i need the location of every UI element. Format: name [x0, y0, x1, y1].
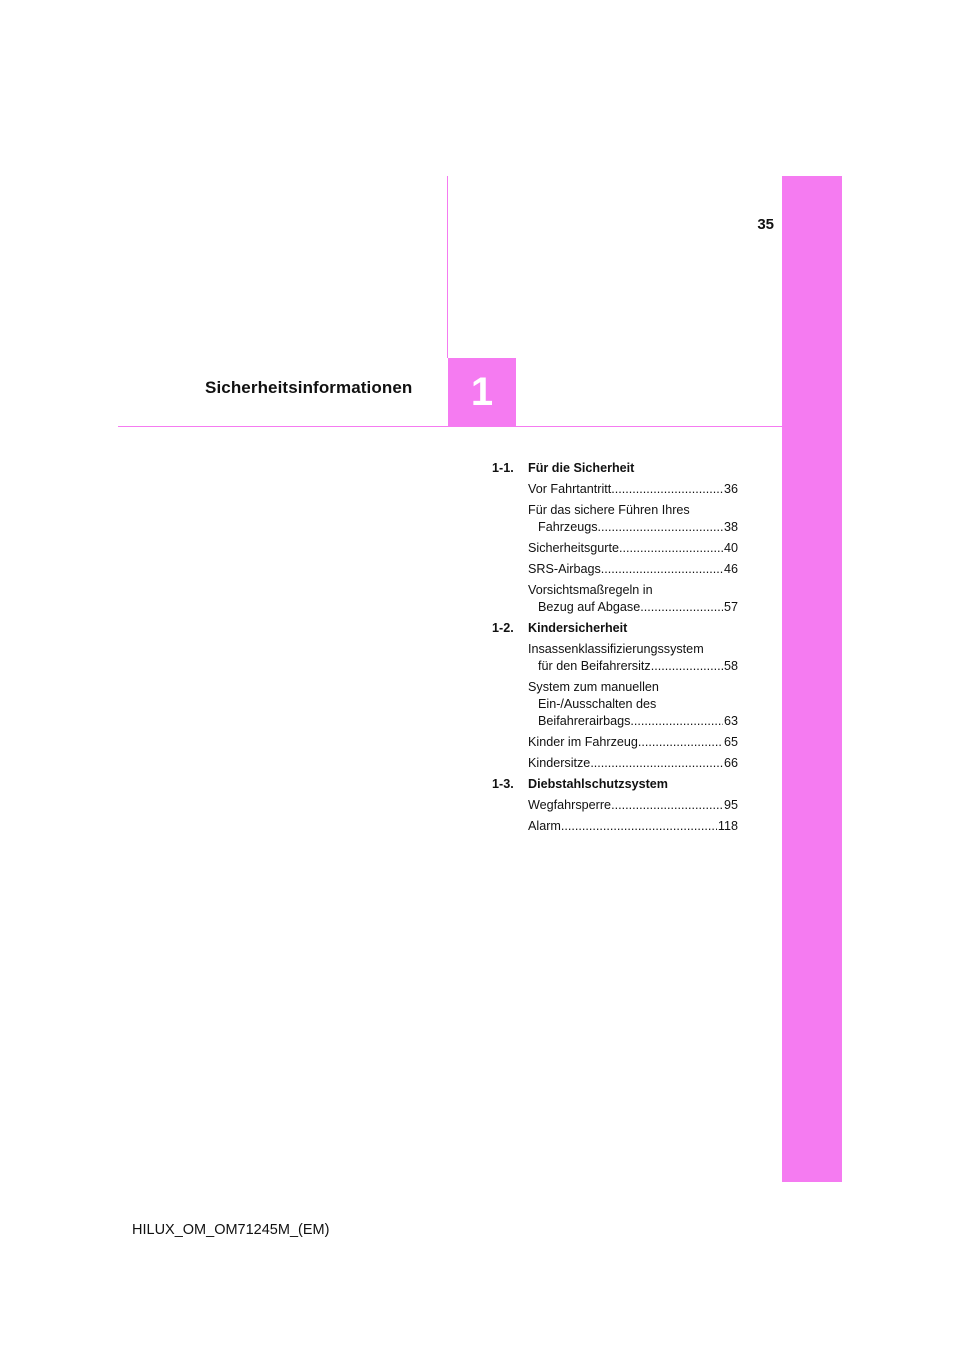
toc-entry-text: Für das sichere Führen Ihres: [528, 503, 690, 517]
toc-section: [492, 776, 738, 835]
toc-entry-text: Wegfahrsperre: [528, 798, 612, 812]
chapter-side-tab: [782, 176, 842, 1182]
vertical-divider: [447, 176, 448, 358]
toc-entry-line: [528, 481, 738, 498]
toc-entry-text: Kindersitze: [528, 756, 591, 770]
toc-entry-line: [528, 679, 738, 696]
toc-entry-line: [528, 599, 738, 616]
toc-entry[interactable]: [528, 540, 738, 557]
toc-section-title: Diebstahlschutzsystem: [528, 777, 668, 791]
toc-entry-text: Kinder im Fahrzeug: [528, 735, 638, 749]
toc-entry-page: 66: [723, 756, 738, 770]
toc-entry-page: 38: [723, 520, 738, 534]
toc-leader-dots: [638, 734, 723, 751]
toc-entry-line: [528, 755, 738, 772]
chapter-number: 1: [470, 369, 494, 414]
toc-entry-page: 40: [723, 541, 738, 555]
toc-entry-line: [528, 502, 738, 519]
toc-section-heading[interactable]: [492, 460, 738, 477]
toc-leader-dots: [611, 481, 723, 498]
toc-entry[interactable]: [528, 502, 738, 536]
toc-entry-line: [528, 561, 738, 578]
toc-entry-text: Insassenklassifizierungssystem: [528, 642, 704, 656]
toc-entry[interactable]: [528, 818, 738, 835]
toc-entry-text: Vorsichtsmaßregeln in: [528, 583, 653, 597]
toc-entry-text: Fahrzeugs: [538, 520, 598, 534]
footer-doc-code: HILUX_OM_OM71245M_(EM): [132, 1222, 330, 1238]
toc-entry-text: Beifahrerairbags: [538, 714, 631, 728]
toc-entry-line: [528, 540, 738, 557]
toc-leader-dots: [601, 561, 723, 578]
toc-entry-page: 58: [723, 659, 738, 673]
toc-leader-dots: [598, 519, 723, 536]
toc-section-number: 1-3.: [492, 777, 514, 791]
page-number: 35: [757, 216, 774, 233]
toc-entry-line: [528, 658, 738, 675]
toc-entry-line: [528, 641, 738, 658]
toc-section-heading[interactable]: [492, 620, 738, 637]
toc-entry-page: 95: [723, 798, 738, 812]
toc-leader-dots: [651, 658, 723, 675]
toc-entry-text: SRS-Airbags: [528, 562, 601, 576]
toc-leader-dots: [619, 540, 723, 557]
chapter-title: Sicherheitsinformationen: [205, 378, 413, 397]
toc-entry[interactable]: [528, 561, 738, 578]
toc-section-number: 1-2.: [492, 621, 514, 635]
toc-entry-text: Vor Fahrtantritt: [528, 482, 612, 496]
toc-entry-line: [528, 582, 738, 599]
toc-entry-text: System zum manuellen: [528, 680, 659, 694]
table-of-contents: [492, 460, 738, 839]
toc-entry-text: Ein-/Ausschalten des: [538, 697, 657, 711]
toc-entry[interactable]: [528, 679, 738, 730]
toc-entry-line: [528, 734, 738, 751]
toc-entry[interactable]: [528, 641, 738, 675]
toc-entry-line: [528, 797, 738, 814]
toc-entry-page: 65: [723, 735, 738, 749]
toc-entry-text: Bezug auf Abgase: [538, 600, 641, 614]
toc-entry-line: [528, 713, 738, 730]
toc-leader-dots: [611, 797, 723, 814]
toc-entry-page: 118: [717, 819, 738, 833]
toc-section: [492, 460, 738, 616]
toc-entry-page: 63: [723, 714, 738, 728]
toc-leader-dots: [640, 599, 723, 616]
toc-entry[interactable]: [528, 582, 738, 616]
toc-entry-line: [528, 696, 738, 713]
horizontal-divider: [118, 426, 782, 427]
toc-entry-page: 46: [723, 562, 738, 576]
toc-entry-line: [528, 519, 738, 536]
toc-section-title: Für die Sicherheit: [528, 461, 635, 475]
toc-entry-page: 57: [723, 600, 738, 614]
toc-entry[interactable]: [528, 481, 738, 498]
toc-section-heading[interactable]: [492, 776, 738, 793]
toc-section-title: Kindersicherheit: [528, 621, 628, 635]
chapter-number-box: [448, 358, 516, 426]
toc-entry-page: 36: [723, 482, 738, 496]
toc-leader-dots: [590, 755, 723, 772]
toc-entry[interactable]: [528, 755, 738, 772]
toc-leader-dots: [630, 713, 723, 730]
toc-entry-line: [528, 818, 738, 835]
toc-entry-text: Alarm: [528, 819, 561, 833]
toc-section: [492, 620, 738, 772]
toc-entry[interactable]: [528, 797, 738, 814]
toc-entry[interactable]: [528, 734, 738, 751]
toc-section-number: 1-1.: [492, 461, 514, 475]
toc-leader-dots: [561, 818, 717, 835]
toc-entry-text: Sicherheitsgurte: [528, 541, 620, 555]
toc-entry-text: für den Beifahrersitz: [538, 659, 651, 673]
